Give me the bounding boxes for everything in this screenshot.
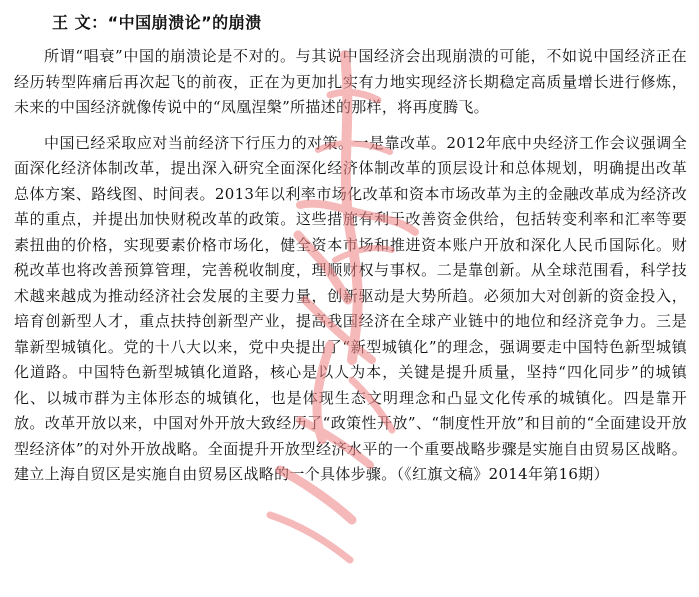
paragraph-1: 所谓“唱衰”中国的崩溃论是不对的。与其说中国经济会出现崩溃的可能，不如说中国经济正在经历转型阵痛后再次起飞的前夜，正在为更加扎实有力地实现经济长期稳定高质量增长进行修炼，未来的中国经济就像传说中的“凤凰涅槃”所描述的那样，将再度腾飞。 [14,47,687,116]
paragraph-2: 中国已经采取应对当前经济下行压力的对策。一是靠改革。2012年底中央经济工作会议强调全面深化经济体制改革，提出深入研究全面深化经济体制改革的顶层设计和总体规划，明确提出改革总体方案、路线图、时间表。2013年以利率市场化改革和资本市场改革为主的金融改革成为经济改革的重点，并提出加快财税改革的政策。这些措施有利于改善资金供给，包括转变利率和汇率等要素扭曲的价格，实现要素价格市场化，健全资本市场和推进资本账户开放和深化人民币国际化。财税改革也将改善预算管理，完善税收制度，理顺财权与事权。二是靠创新。从全球范围看，科学技术越来越成为推动经济社会发展的主要力量，创新驱动是大势所趋。必须加大对创新的资金投入，培育创新型人才，重点扶持创新型产业，提高我国经济在全球产业链中的地位和经济竞争力。三是靠新型城镇化。党的十八大以来，党中央提出了“新型城镇化”的理念，强调要走中国特色新型城镇化道路。中国特色新型城镇化道路，核心是以人为本，关键是提升质量，坚持“四化同步”的城镇化、以城市群为主体形态的城镇化，也是体现生态文明理念和凸显文化传承的城镇化。四是靠开放。改革开放以来，中国对外开放大致经历了“政策性开放”、“制度性开放”和目前的“全面建设开放型经济体”的对外开放战略。全面提升开放型经济水平的一个重要战略步骤是实施自由贸易区战略。建立上海自贸区是实施自由贸易区战略的一个具体步骤。（《红旗文稿》2014年第16期） [14,133,687,483]
article-title: 王 文：“中国崩溃论”的崩溃 [52,13,262,32]
